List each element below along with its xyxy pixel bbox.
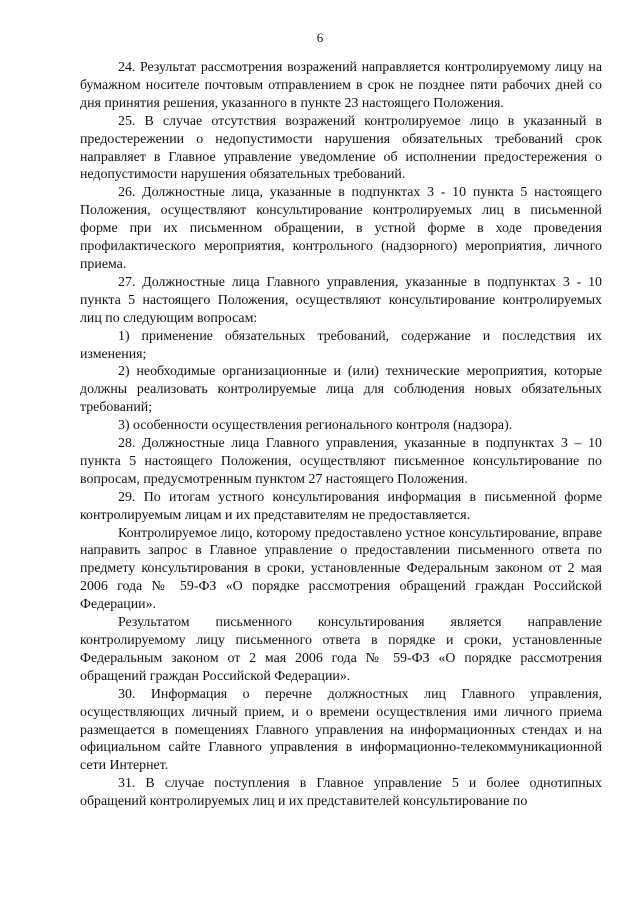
paragraph-31: 31. В случае поступления в Главное управление 5 и более однотипных обращений контролируемых лиц и их представителей консультирование по <box>80 776 602 810</box>
paragraph-25: 25. В случае отсутствия возражений контролируемое лицо в указанный в предостережении о недопустимости нарушения обязательных требований срок направляет в Главное управление уведомление об исполнении предостережения о недопустимости нарушения обязательных требований. <box>80 113 602 183</box>
paragraph-27-item-3: 3) особенности осуществления регионального контроля (надзора). <box>118 418 513 434</box>
paragraph-27: 27. Должностные лица Главного управления, указанные в подпунктах 3 - 10 пункта 5 настоящего Положения, осуществляют консультирование контролируемых лиц по следующим вопросам: <box>80 274 602 326</box>
paragraph-28: 28. Должностные лица Главного управления, указанные в подпунктах 3 – 10 пункта 5 настоящего Положения, осуществляют письменное консультирование по вопросам, предусмотренным пунктом 27 настоящего Положения. <box>80 436 602 487</box>
paragraph-29: 29. По итогам устного консультирования информация в письменной форме контролируемым лицам и их представителям не предоставляется. <box>80 489 602 523</box>
paragraph-29-written-result: Результатом письменного консультирования является направление контролируемому лицу письменного ответа в порядке и сроки, установленные Федеральным законом от 2 мая 2006 года № 59-ФЗ «О порядке рассмотрения обращений граждан Российской Федерации». <box>80 615 602 684</box>
paragraph-26: 26. Должностные лица, указанные в подпунктах 3 - 10 пункта 5 настоящего Положения, осуществляют консультирование контролируемых лиц в письменной форме при их письменном обращении, в устной форме в ходе проведения профилактического мероприятия, контрольного (надзорного) мероприятия, личного приема. <box>80 185 602 272</box>
paragraph-27-item-1: 1) применение обязательных требований, содержание и последствия их изменения; <box>80 328 602 362</box>
paragraph-27-item-2: 2) необходимые организационные и (или) технические мероприятия, которые должны реализовать контролируемые лица для соблюдения новых обязательных требований; <box>80 364 602 416</box>
paragraph-30: 30. Информация о перечне должностных лиц Главного управления, осуществляющих личный прием, и о времени осуществления ими личного приема размещается в помещениях Главного управления на информационных стендах и на официальном сайте Главного управления в информационно-телекоммуникационной сети Интернет. <box>80 686 602 774</box>
page-number: 6 <box>316 30 324 45</box>
document-body <box>80 59 602 811</box>
paragraph-29-oral-request: Контролируемое лицо, которому предоставлено устное консультирование, вправе направить запрос в Главное управление о предоставлении письменного ответа по предмету консультирования в сроки, установленные Федеральным законом от 2 мая 2006 года № 59-ФЗ «О порядке рассмотрения обращений граждан Российской Федерации». <box>80 525 602 613</box>
paragraph-24: 24. Результат рассмотрения возражений направляется контролируемому лицу на бумажном носителе почтовым отправлением в срок не позднее пяти рабочих дней со дня принятия решения, указанного в пункте 23 настоящего Положения. <box>80 60 602 111</box>
